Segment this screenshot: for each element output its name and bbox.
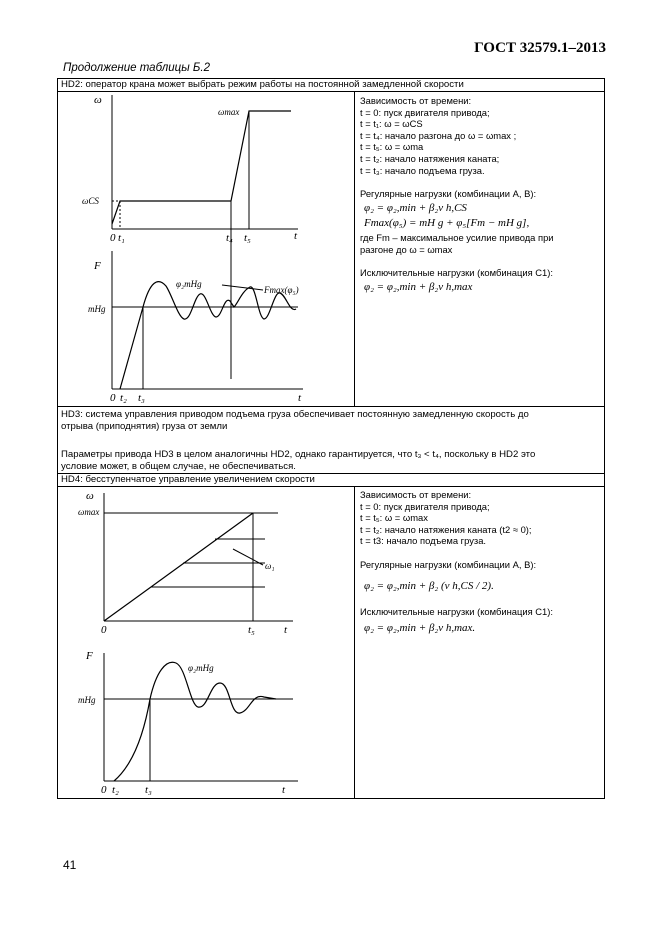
hd2-formula-1: φ₂ = φ₂,min + β₂v h,CS: [364, 201, 467, 214]
hd2-time-line: t = t₃: начало подъема груза.: [360, 164, 485, 176]
hd4-formula-2: φ₂ = φ₂,min + β₂v h,max.: [364, 621, 476, 634]
hd2-top-tick-t5: t₅: [244, 232, 251, 244]
hd2-bottom-t-label: t: [298, 392, 302, 404]
hd2-where-line-2: разгоне до ω = ωmax: [360, 243, 453, 255]
hd4-regular-heading: Регулярные нагрузки (комбинации А, В):: [360, 558, 537, 570]
hd4-title: HD4: бесступенчатое управление увеличением скорости: [61, 474, 315, 485]
hd4-exceptional-heading: Исключительные нагрузки (комбинация С1):: [360, 606, 553, 618]
hd4-graphs: [58, 487, 353, 799]
table-continuation: Продолжение таблицы Б.2: [63, 62, 210, 74]
hd4-top-tick-0: 0: [101, 624, 107, 636]
hd2-bottom-tick-t3: t₃: [138, 392, 145, 404]
hd2-mhg-label: mHg: [88, 304, 106, 314]
hd2-time-heading: Зависимость от времени:: [360, 95, 472, 106]
hd2-time-line: t = t₄: начало разгона до ω = ωmax ;: [360, 129, 517, 141]
hd4-time-line: t = 0: пуск двигателя привода;: [360, 500, 490, 512]
standard-number: ГОСТ 32579.1–2013: [474, 40, 606, 56]
hd2-force-axis-label: F: [94, 260, 101, 272]
hd4-time-line: t = t₂: начало натяжения каната (t2 ≈ 0);: [360, 523, 532, 535]
hd4-mhg-label: mHg: [78, 695, 96, 705]
hd2-top-tick-t4: t₄: [226, 232, 233, 244]
hd4-omega-1-label: ω₁: [265, 561, 275, 571]
hd4-time-line: t = t3: начало подъема груза.: [360, 535, 487, 547]
hd2-omega-cs-label: ωCS: [82, 196, 99, 206]
hd2-where-line-1: где Fm – максимальное усилие привода при: [360, 231, 554, 243]
hd2-time-line: t = t₅: ω = ωma: [360, 141, 424, 153]
hd4-formula-1: φ₂ = φ₂,min + β₂ (v h,CS / 2).: [364, 579, 494, 592]
hd4-bottom-tick-t2: t₂: [112, 784, 119, 796]
hd3-title-cont: отрыва (приподнятия) груза от земли: [61, 421, 228, 432]
hd4-bottom-tick-0: 0: [101, 784, 107, 796]
hd2-curve2-label: Fmax(φ₅): [264, 285, 299, 295]
hd4-bottom-tick-t3: t₃: [145, 784, 152, 796]
page-number: 41: [63, 858, 77, 872]
hd2-description: [360, 95, 600, 293]
hd2-time-line: t = t₁: ω = ωCS: [360, 118, 423, 130]
hd2-omega-max-label: ωmax: [218, 107, 240, 117]
hd2-exceptional-heading: Исключительные нагрузки (комбинация С1):: [360, 267, 553, 279]
hd4-omega-max-label: ωmax: [78, 507, 100, 517]
hd4-time-line: t = t₅: ω = ωmax: [360, 512, 428, 524]
hd2-omega-axis-label: ω: [94, 94, 102, 106]
hd2-regular-heading: Регулярные нагрузки (комбинации А, В):: [360, 188, 537, 200]
hd2-title: HD2: оператор крана может выбрать режим работы на постоянной замедленной скорости: [61, 79, 464, 90]
hd2-formula-2: Fmax(φ₅) = mH g + φ₅[Fm − mH g],: [364, 217, 530, 230]
hd2-bottom-tick-0: 0: [110, 392, 116, 404]
hd2-bottom-tick-t2: t₂: [120, 392, 127, 404]
hd2-top-tick-t1: t₁: [118, 232, 125, 244]
hd2-time-line: t = t₂: начало натяжения каната;: [360, 152, 500, 164]
hd4-description: [360, 489, 600, 634]
hd2-top-tick-0: 0: [110, 232, 116, 244]
hd3-title: HD3: система управления приводом подъема груза обеспечивает постоянную замедленную скорость до: [61, 409, 529, 420]
hd2-top-t-label: t: [294, 230, 298, 242]
hd4-time-heading: Зависимость от времени:: [360, 489, 472, 500]
hd2-formula-3: φ₂ = φ₂,min + β₂v h,max: [364, 280, 473, 293]
hd4-curve-label: φ₂mHg: [188, 663, 214, 673]
hd4-bottom-t-label: t: [282, 784, 286, 796]
hd4-omega-axis-label: ω: [86, 490, 94, 502]
hd2-graphs: [58, 91, 353, 405]
hd4-top-tick-t5: t₅: [248, 624, 255, 636]
hd3-paragraph-1: Параметры привода HD3 в целом аналогичны HD2, однако гарантируется, что t₃ < t₄, поскольку в HD2 это: [61, 449, 536, 460]
hd2-time-line: t = 0: пуск двигателя привода;: [360, 106, 490, 118]
hd4-force-axis-label: F: [86, 650, 93, 662]
hd4-top-t-label: t: [284, 624, 288, 636]
hd2-curve1-label: φ₂mHg: [176, 279, 202, 289]
hd3-paragraph-2: условие может, в общем случае, не обеспечиваться.: [61, 461, 296, 472]
